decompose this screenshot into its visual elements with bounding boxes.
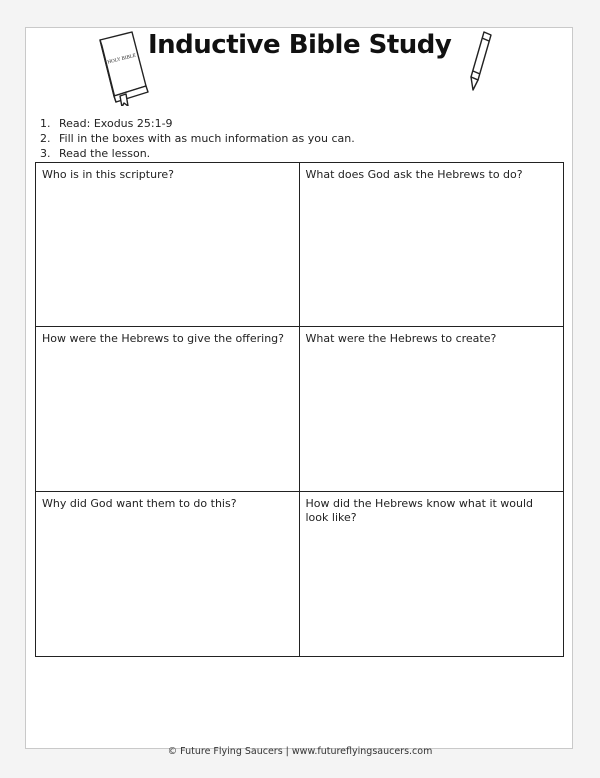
instruction-number: 3.: [40, 147, 51, 160]
question-grid: [35, 162, 564, 657]
instruction-item: [40, 116, 355, 131]
question-box-how-give[interactable]: [36, 327, 300, 491]
bible-cover-label: HOLY BIBLE: [107, 53, 137, 66]
instruction-item: [40, 146, 355, 161]
instruction-text: Fill in the boxes with as much information as you can.: [59, 132, 355, 145]
instruction-number: 1.: [40, 117, 51, 130]
page-title: Inductive Bible Study: [148, 30, 452, 60]
instructions-list: [40, 116, 355, 161]
question-label: How were the Hebrews to give the offering?: [42, 332, 284, 346]
question-label: How did the Hebrews know what it would look like?: [305, 496, 534, 524]
footer-credit: © Future Flying Saucers | www.futureflyingsaucers.com: [167, 746, 433, 757]
instruction-text: Read: Exodus 25:1-9: [59, 117, 173, 130]
bible-icon: [92, 30, 152, 106]
question-label: Why did God want them to do this?: [42, 496, 237, 510]
question-box-who[interactable]: [36, 163, 300, 327]
question-label: What were the Hebrews to create?: [305, 332, 497, 346]
question-box-what-create[interactable]: [300, 327, 564, 491]
instruction-number: 2.: [40, 132, 51, 145]
question-box-what-ask[interactable]: [300, 163, 564, 327]
instruction-text: Read the lesson.: [59, 147, 151, 160]
question-box-why[interactable]: [36, 492, 300, 656]
question-box-how-know[interactable]: [300, 492, 564, 656]
question-label: What does God ask the Hebrews to do?: [305, 168, 523, 181]
pen-icon: [466, 30, 494, 94]
question-label: Who is in this scripture?: [42, 168, 174, 181]
instruction-item: [40, 131, 355, 146]
